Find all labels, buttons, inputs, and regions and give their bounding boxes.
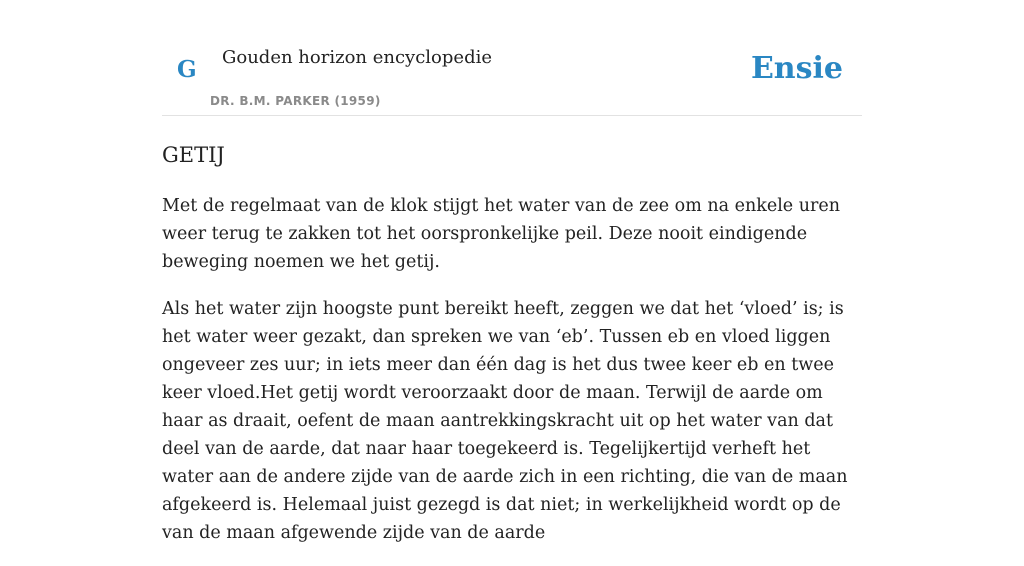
source-header xyxy=(162,0,862,116)
article-paragraph: Als het water zijn hoogste punt bereikt heeft, zeggen we dat het ‘vloed’ is; is het water weer gezakt, dan spreken we van ‘eb’. Tussen eb en vloed liggen ongeveer zes uur; in iets meer dan één dag is het dus twee keer eb en twee keer vloed.Het getij wordt veroorzaakt door de maan. Terwijl de aarde om haar as draait, oefent de maan aantrekkingskracht uit op het water van dat deel van de aarde, dat naar haar toegekeerd is. Tegelijkertijd verheft het water aan de andere zijde van de aarde zich in een richting, die van de maan afgekeerd is. Helemaal juist gezegd is dat niet; in werkelijkheid wordt op de van de maan afgewende zijde van de aarde xyxy=(162,299,848,543)
ensie-logo-link[interactable]: Ensie xyxy=(750,51,843,86)
source-author: DR. B.M. PARKER (1959) xyxy=(210,94,381,108)
article-paragraph: Met de regelmaat van de klok stijgt het water van de zee om na enkele uren weer terug te zakken tot het oorspronkelijke peil. Deze nooit eindigende beweging noemen we het getij. xyxy=(162,196,840,272)
article-body xyxy=(162,192,852,566)
source-logo[interactable]: G xyxy=(177,56,197,83)
source-title-link[interactable]: Gouden horizon encyclopedie xyxy=(222,47,492,68)
entry-title: GETIJ xyxy=(162,143,225,167)
